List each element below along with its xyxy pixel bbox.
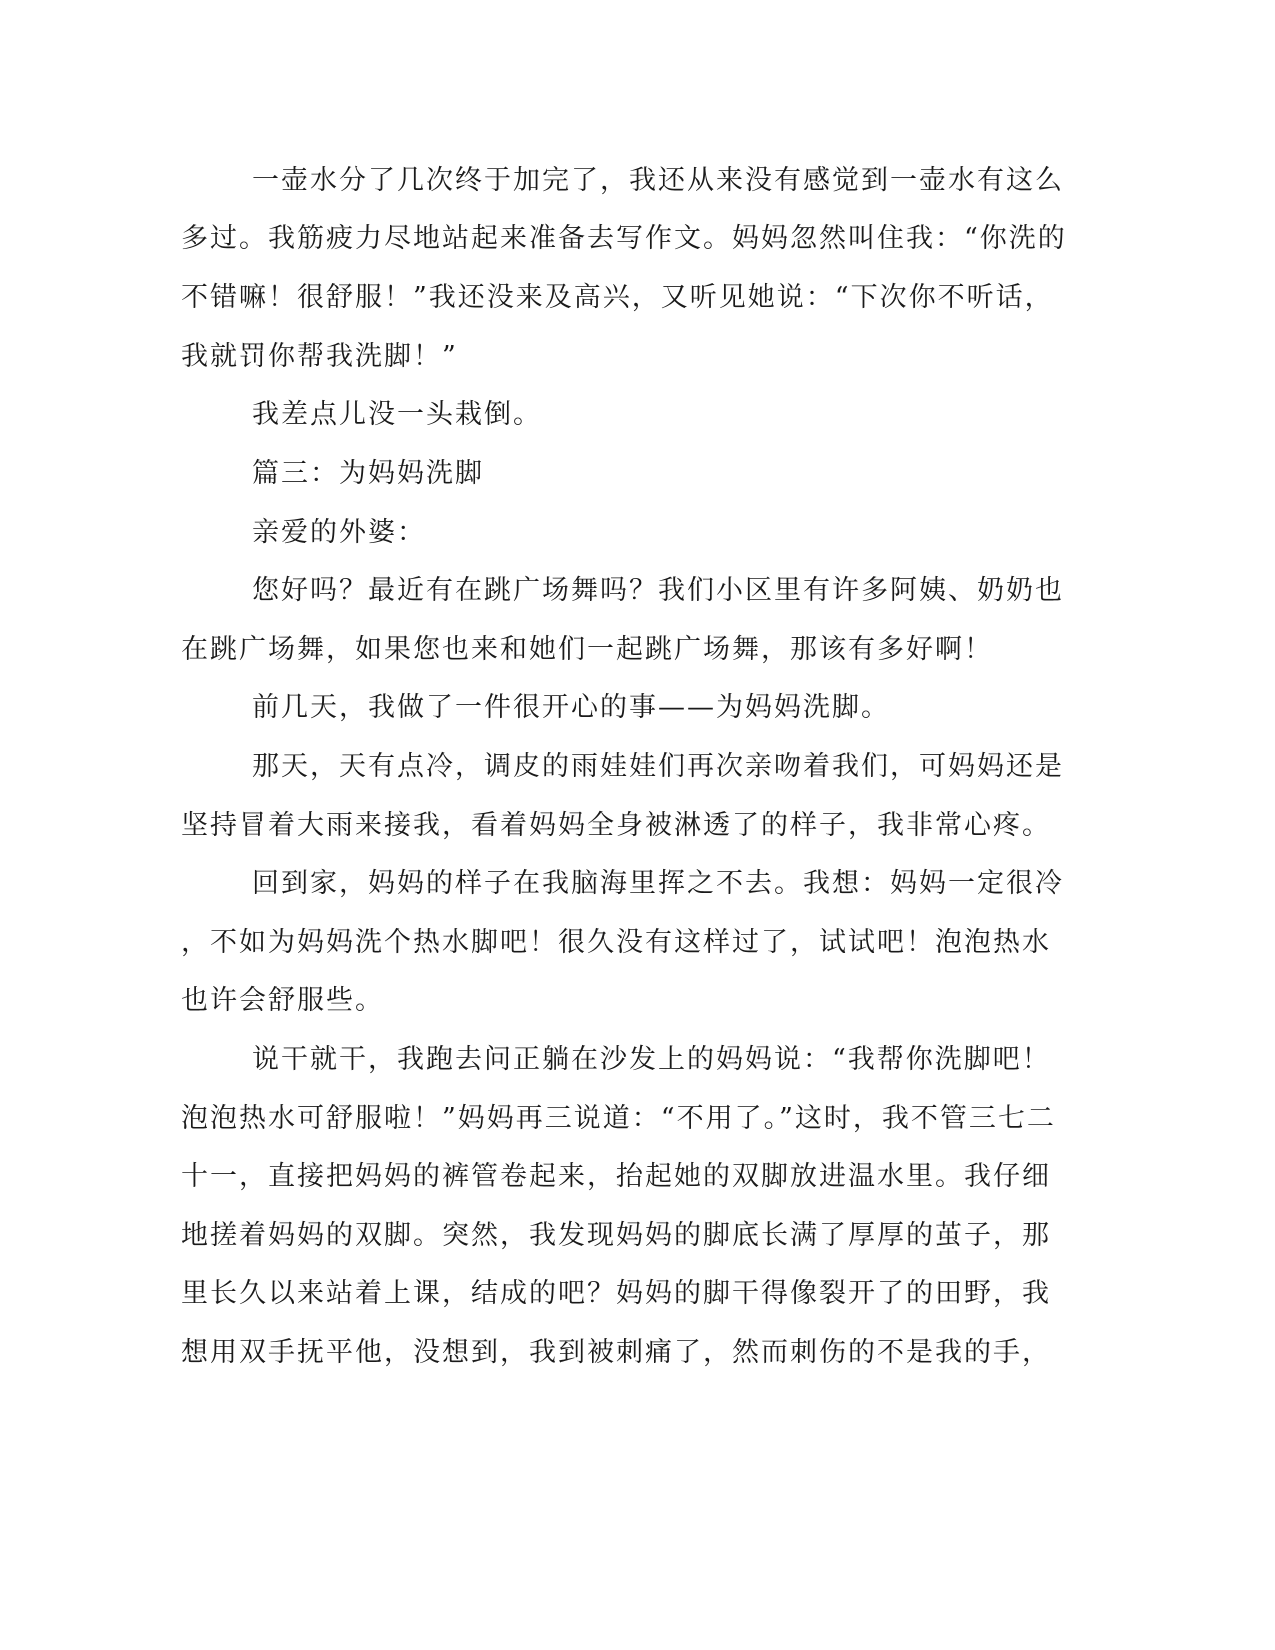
text-line: 回到家，妈妈的样子在我脑海里挥之不去。我想：妈妈一定很冷 (252, 868, 1064, 899)
text-line: 我差点儿没一头栽倒。 (252, 399, 542, 430)
text-line: 坚持冒着大雨来接我，看着妈妈全身被淋透了的样子，我非常心疼。 (181, 810, 1051, 841)
text-line: 不错嘛！很舒服！”我还没来及高兴，又听见她说：“下次你不听话， (181, 282, 1054, 313)
text-line: 那天，天有点冷，调皮的雨娃娃们再次亲吻着我们，可妈妈还是 (252, 751, 1064, 782)
text-line: 想用双手抚平他，没想到，我到被刺痛了，然而刺伤的不是我的手， (181, 1337, 1051, 1368)
text-line: 泡泡热水可舒服啦！”妈妈再三说道：“不用了。”这时，我不管三七二 (181, 1103, 1056, 1134)
text-line: ，不如为妈妈洗个热水脚吧！很久没有这样过了，试试吧！泡泡热水 (181, 927, 1051, 958)
text-line: 也许会舒服些。 (181, 985, 384, 1016)
text-line: 里长久以来站着上课，结成的吧？妈妈的脚干得像裂开了的田野，我 (181, 1278, 1051, 1309)
text-line: 说干就干，我跑去问正躺在沙发上的妈妈说：“我帮你洗脚吧！ (252, 1044, 1051, 1075)
letter-salutation: 亲爱的外婆： (252, 517, 426, 548)
text-line: 您好吗？最近有在跳广场舞吗？我们小区里有许多阿姨、奶奶也 (252, 575, 1064, 606)
text-line: 多过。我筋疲力尽地站起来准备去写作文。妈妈忽然叫住我：“你洗的 (181, 223, 1067, 254)
text-line: 一壶水分了几次终于加完了，我还从来没有感觉到一壶水有这么 (252, 165, 1064, 196)
text-line: 在跳广场舞，如果您也来和她们一起跳广场舞，那该有多好啊！ (181, 634, 993, 665)
text-line: 我就罚你帮我洗脚！” (181, 341, 458, 372)
text-line: 前几天，我做了一件很开心的事——为妈妈洗脚。 (252, 692, 890, 723)
text-line: 十一，直接把妈妈的裤管卷起来，抬起她的双脚放进温水里。我仔细 (181, 1161, 1051, 1192)
text-line: 地搓着妈妈的双脚。突然，我发现妈妈的脚底长满了厚厚的茧子，那 (181, 1220, 1051, 1251)
section-heading: 篇三：为妈妈洗脚 (252, 458, 484, 489)
